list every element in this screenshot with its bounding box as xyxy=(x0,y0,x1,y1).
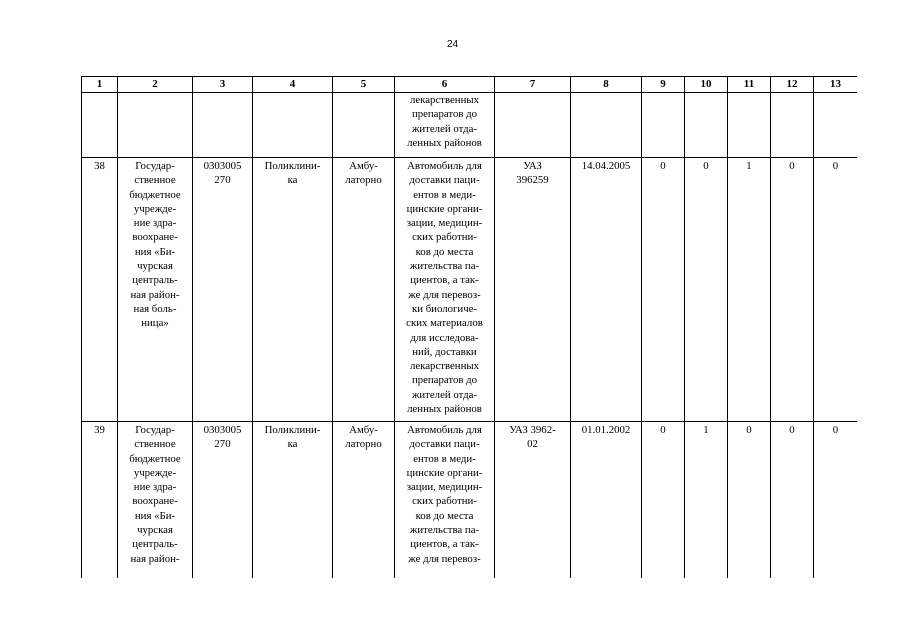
table-cell xyxy=(495,158,571,422)
table-cell xyxy=(771,158,814,422)
table-cell xyxy=(193,158,253,422)
cell-text: 0 xyxy=(703,160,709,172)
cell-text: 1 xyxy=(703,424,709,436)
table-cell xyxy=(571,93,642,158)
cell-text: Автомобиль для доставки паци- ентов в меди- цинские органи- зации, медицин- ских работни- ков до места жительства па- циентов, а так- же для перевоз- ки биологиче- ских материалов для исследова- ний, доставки лекарственных препаратов до жителей отда- ленных районов xyxy=(406,160,483,416)
cell-text: УАЗ 3962- 02 xyxy=(509,424,556,451)
cell-text: Амбу- латорно xyxy=(345,160,382,187)
column-header-10: 10 xyxy=(685,77,728,93)
table-cell xyxy=(814,422,858,579)
table-cell xyxy=(814,93,858,158)
cell-text: УАЗ 396259 xyxy=(516,160,549,187)
table-cell xyxy=(193,93,253,158)
table-cell xyxy=(395,158,495,422)
table-cell xyxy=(728,158,771,422)
table-cell xyxy=(395,93,495,158)
column-header-9: 9 xyxy=(642,77,685,93)
table-cell xyxy=(82,158,118,422)
cell-text: 0 xyxy=(832,424,839,436)
cell-text: 0 xyxy=(789,160,795,172)
cell-text: Поликлини- ка xyxy=(264,424,321,451)
cell-text: Автомобиль для доставки паци- ентов в меди- цинские органи- зации, медицин- ских работни- ков до места жительства па- циентов, а так- же для перевоз- xyxy=(406,424,483,565)
table-cell xyxy=(193,422,253,579)
table-cell xyxy=(571,158,642,422)
vehicle-table-container xyxy=(81,76,857,578)
table-cell xyxy=(728,422,771,579)
column-header-4: 4 xyxy=(253,77,333,93)
cell-text: 1 xyxy=(746,160,752,172)
table-row xyxy=(82,422,858,579)
column-header-12: 12 xyxy=(771,77,814,93)
table-cell xyxy=(118,158,193,422)
table-cell xyxy=(333,422,395,579)
table-header-row xyxy=(82,77,858,93)
page-number: 24 xyxy=(446,39,459,50)
table-cell xyxy=(771,93,814,158)
column-header-11: 11 xyxy=(728,77,771,93)
column-header-7: 7 xyxy=(495,77,571,93)
table-cell xyxy=(642,158,685,422)
table-cell xyxy=(82,93,118,158)
table-cell xyxy=(495,422,571,579)
table-cell xyxy=(685,422,728,579)
column-header-1: 1 xyxy=(82,77,118,93)
table-cell xyxy=(82,422,118,579)
column-header-8: 8 xyxy=(571,77,642,93)
cell-text: 39 xyxy=(94,424,105,436)
cell-text: 0 xyxy=(832,160,839,172)
cell-text: Государ- ственное бюджетное учрежде- ние здра- воохране- ния «Би- чурская централь- ная район- xyxy=(129,424,181,565)
table-cell xyxy=(642,93,685,158)
column-header-6: 6 xyxy=(395,77,495,93)
cell-text: 0 xyxy=(746,424,752,436)
table-row xyxy=(82,93,858,158)
table-cell xyxy=(253,93,333,158)
column-header-3: 3 xyxy=(193,77,253,93)
cell-text: 0 xyxy=(789,424,795,436)
cell-text: 0 xyxy=(660,424,666,436)
table-cell xyxy=(814,158,858,422)
table-row xyxy=(82,158,858,422)
table-cell xyxy=(771,422,814,579)
table-cell xyxy=(118,422,193,579)
cell-text: 01.01.2002 xyxy=(581,424,631,436)
cell-text: 0303005 270 xyxy=(203,160,242,187)
cell-text: 0 xyxy=(660,160,666,172)
table-cell xyxy=(495,93,571,158)
table-cell xyxy=(685,158,728,422)
column-header-13: 13 xyxy=(814,77,858,93)
table-cell xyxy=(118,93,193,158)
cell-text: Поликлини- ка xyxy=(264,160,321,187)
vehicle-table xyxy=(81,76,857,578)
table-cell xyxy=(685,93,728,158)
column-header-5: 5 xyxy=(333,77,395,93)
table-cell xyxy=(333,158,395,422)
cell-text: 0303005 270 xyxy=(203,424,242,451)
table-cell xyxy=(728,93,771,158)
cell-text: 38 xyxy=(94,160,105,172)
table-cell xyxy=(395,422,495,579)
table-cell xyxy=(642,422,685,579)
cell-text: Амбу- латорно xyxy=(345,424,382,451)
table-cell xyxy=(333,93,395,158)
column-header-2: 2 xyxy=(118,77,193,93)
cell-text: 14.04.2005 xyxy=(581,160,631,172)
table-cell xyxy=(571,422,642,579)
cell-text: Государ- ственное бюджетное учрежде- ние здра- воохране- ния «Би- чурская централь- ная район- ная боль- ница» xyxy=(129,160,181,330)
table-cell xyxy=(253,158,333,422)
cell-text: лекарственных препаратов до жителей отда- ленных районов xyxy=(407,94,482,149)
table-cell xyxy=(253,422,333,579)
